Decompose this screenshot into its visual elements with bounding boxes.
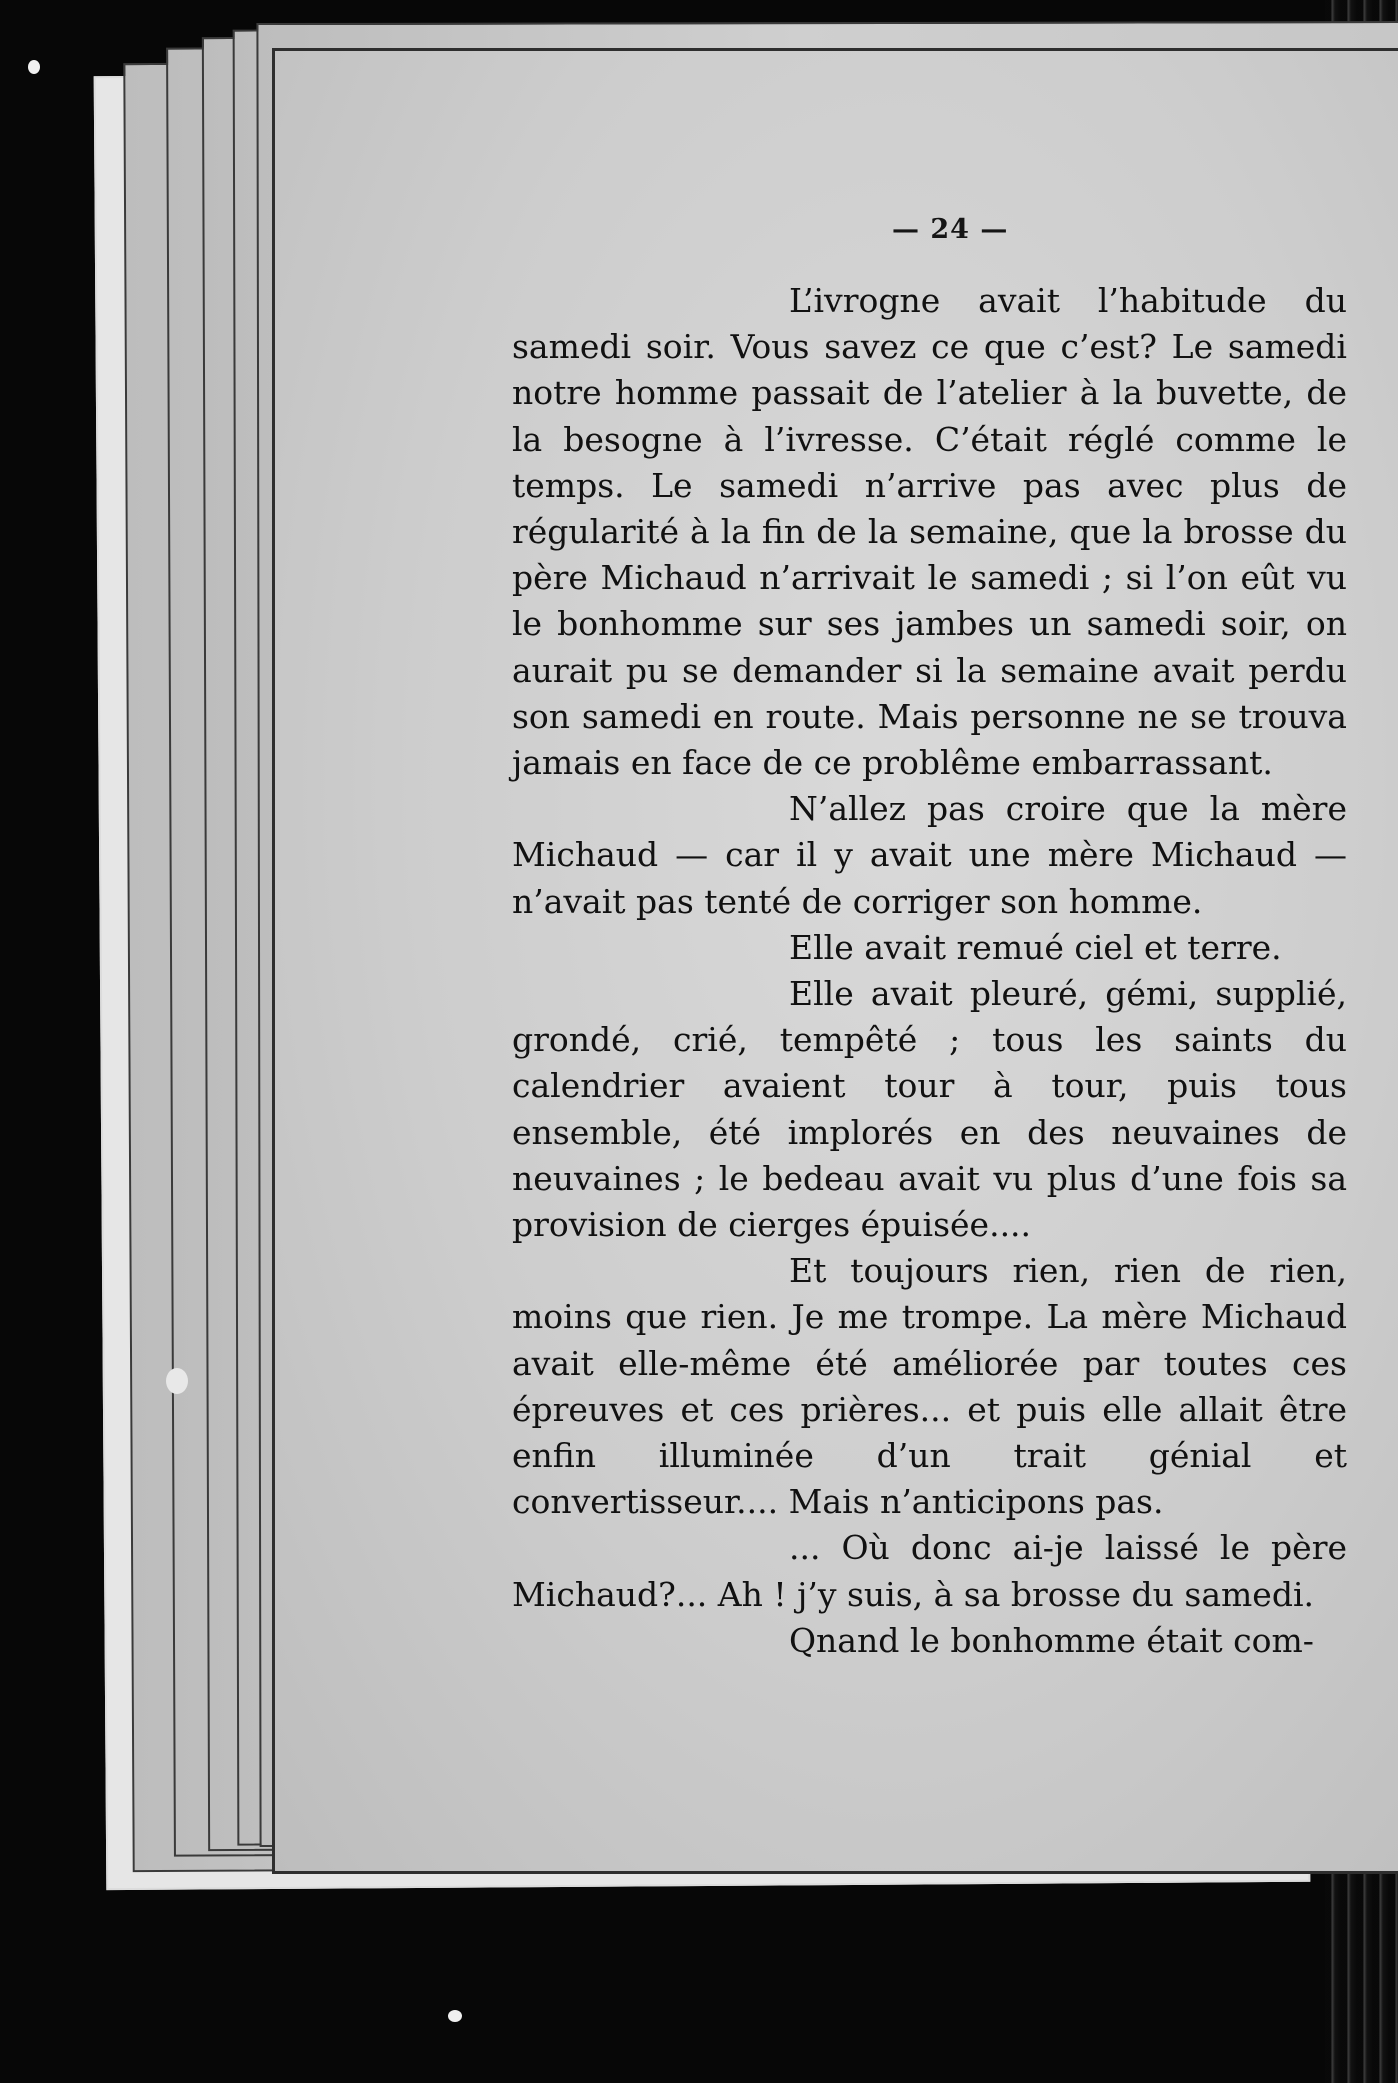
paragraph: L’ivrogne avait l’habitude du samedi soir. Vous savez ce que c’est? Le samedi notre homme passait de l’atelier à la buvette, de la besogne à l’ivresse. C’était réglé comme le temps. Le samedi n’arrive pas avec plus de régularité à la fin de la semaine, que la brosse du père Michaud n’arrivait le samedi ; si l’on eût vu le bonhomme sur ses jambes un samedi soir, on aurait pu se demander si la semaine avait perdu son samedi en route. Mais personne ne se trouva jamais en face de ce problême embarrassant. <box>512 281 1347 783</box>
dust-speck <box>166 1368 188 1394</box>
dust-speck <box>448 2010 462 2022</box>
body-text <box>512 278 1347 1664</box>
page-number: — 24 — <box>892 214 1009 245</box>
paragraph: Elle avait remué ciel et terre. <box>789 927 1282 967</box>
paragraph: ... Où donc ai-je laissé le père Michaud?... Ah ! j’y suis, à sa brosse du samedi. <box>512 1528 1347 1614</box>
paragraph: Et toujours rien, rien de rien, moins que rien. Je me trompe. La mère Michaud avait elle-même été améliorée par toutes ces épreuves et ces prières... et puis elle allait être enfin illuminée d’un trait génial et convertisseur.... Mais n’anticipons pas. <box>512 1251 1347 1522</box>
paragraph: Elle avait pleuré, gémi, supplié, grondé, crié, tempêté ; tous les saints du calendrier avaient tour à tour, puis tous ensemble, été implorés en des neuvaines de neuvaines ; le bedeau avait vu plus d’une fois sa provision de cierges épuisée.... <box>512 974 1347 1245</box>
paragraph: N’allez pas croire que la mère Michaud — car il y avait une mère Michaud — n’avait pas tenté de corriger son homme. <box>512 789 1347 921</box>
dust-speck <box>28 60 40 74</box>
paragraph: Qnand le bonhomme était com- <box>789 1620 1314 1660</box>
